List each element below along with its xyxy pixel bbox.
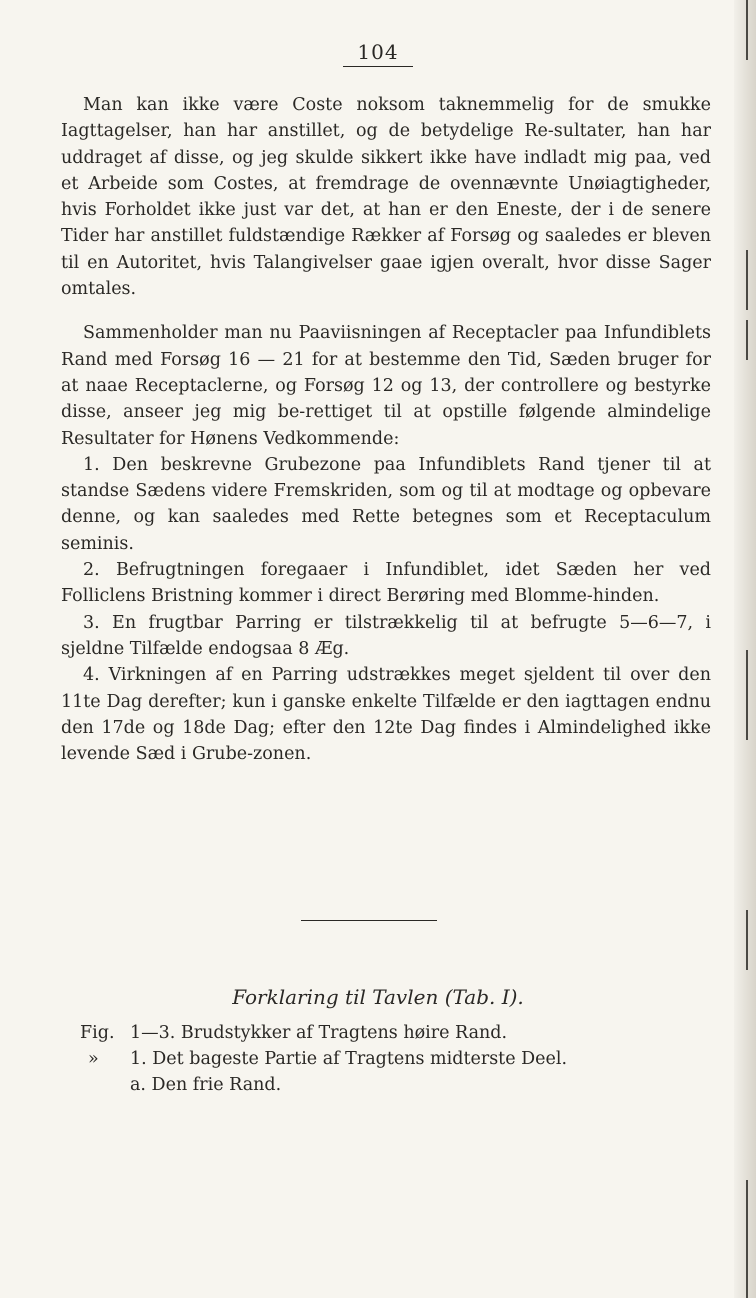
edge-mark xyxy=(746,1180,748,1298)
paragraph: Man kan ikke være Coste noksom taknemmelig for de smukke Iagttagelser, han har anstillet, og de betydelige Re-sultater, han har uddraget af disse, og jeg skulde sikkert ikke have indladt mig paa, ved et Arbeide som Costes, at fremdrage de ovennævnte Unøiagtigheder, hvis Forholdet ikke just var det, at han er den Eneste, der i de senere Tider har anstillet fuldstændige Rækker af Forsøg og saaledes er bleven til en Autoritet, hvis Talangivelser gaae igjen overalt, hvor disse Sager omtales. xyxy=(61,95,711,300)
page-edge xyxy=(734,0,756,1298)
plate-explanations xyxy=(80,1020,700,1098)
divider xyxy=(301,920,437,921)
paragraph: Sammenholder man nu Paaviisningen af Receptacler paa Infundiblets Rand med Forsøg 16 — 21 for at bestemme den Tid, Sæden bruger for at naae Receptaclerne, og Forsøg 12 og 13, der controllere og bestyrke disse, anseer jeg mig be-rettiget til at opstille følgende almindelige Resultater for Hønens Vedkommende: xyxy=(61,323,711,449)
body-text xyxy=(61,92,711,767)
result-item: 4. Virkningen af en Parring udstrækkes meget sjeldent til over den 11te Dag derefter; kun i ganske enkelte Tilfælde er den iagttagen endnu den 17de og 18de Dag; efter den 12te Dag findes i Almindelighed ikke levende Sæd i Grube-zonen. xyxy=(61,665,711,765)
edge-mark xyxy=(746,250,748,310)
result-item: 2. Befrugtningen foregaaer i Infundiblet, idet Sæden her ved Folliclens Bristning kommer i direct Berøring med Blomme-hinden. xyxy=(61,560,711,607)
page-number: 104 xyxy=(0,40,756,67)
result-item: 1. Den beskrevne Grubezone paa Infundiblets Rand tjener til at standse Sædens videre Fremskriden, som og til at modtage og opbevare denne, og kan saaledes med Rette betegnes som et Receptaculum seminis. xyxy=(61,454,711,554)
edge-mark xyxy=(746,910,748,970)
edge-mark xyxy=(746,320,748,360)
result-item: 3. En frugtbar Parring er tilstrækkelig til at befrugte 5—6—7, i sjeldne Tilfælde endogsaa 8 Æg. xyxy=(61,612,711,659)
edge-mark xyxy=(746,650,748,740)
explanation-line: a. Den frie Rand. xyxy=(130,1075,282,1095)
explanation-line: Fig. 1—3. Brudstykker af Tragtens høire Rand. xyxy=(80,1023,508,1043)
explanation-line: » 1. Det bageste Partie af Tragtens midterste Deel. xyxy=(88,1049,568,1069)
plate-explanation-heading: Forklaring til Tavlen (Tab. I). xyxy=(232,985,524,1009)
